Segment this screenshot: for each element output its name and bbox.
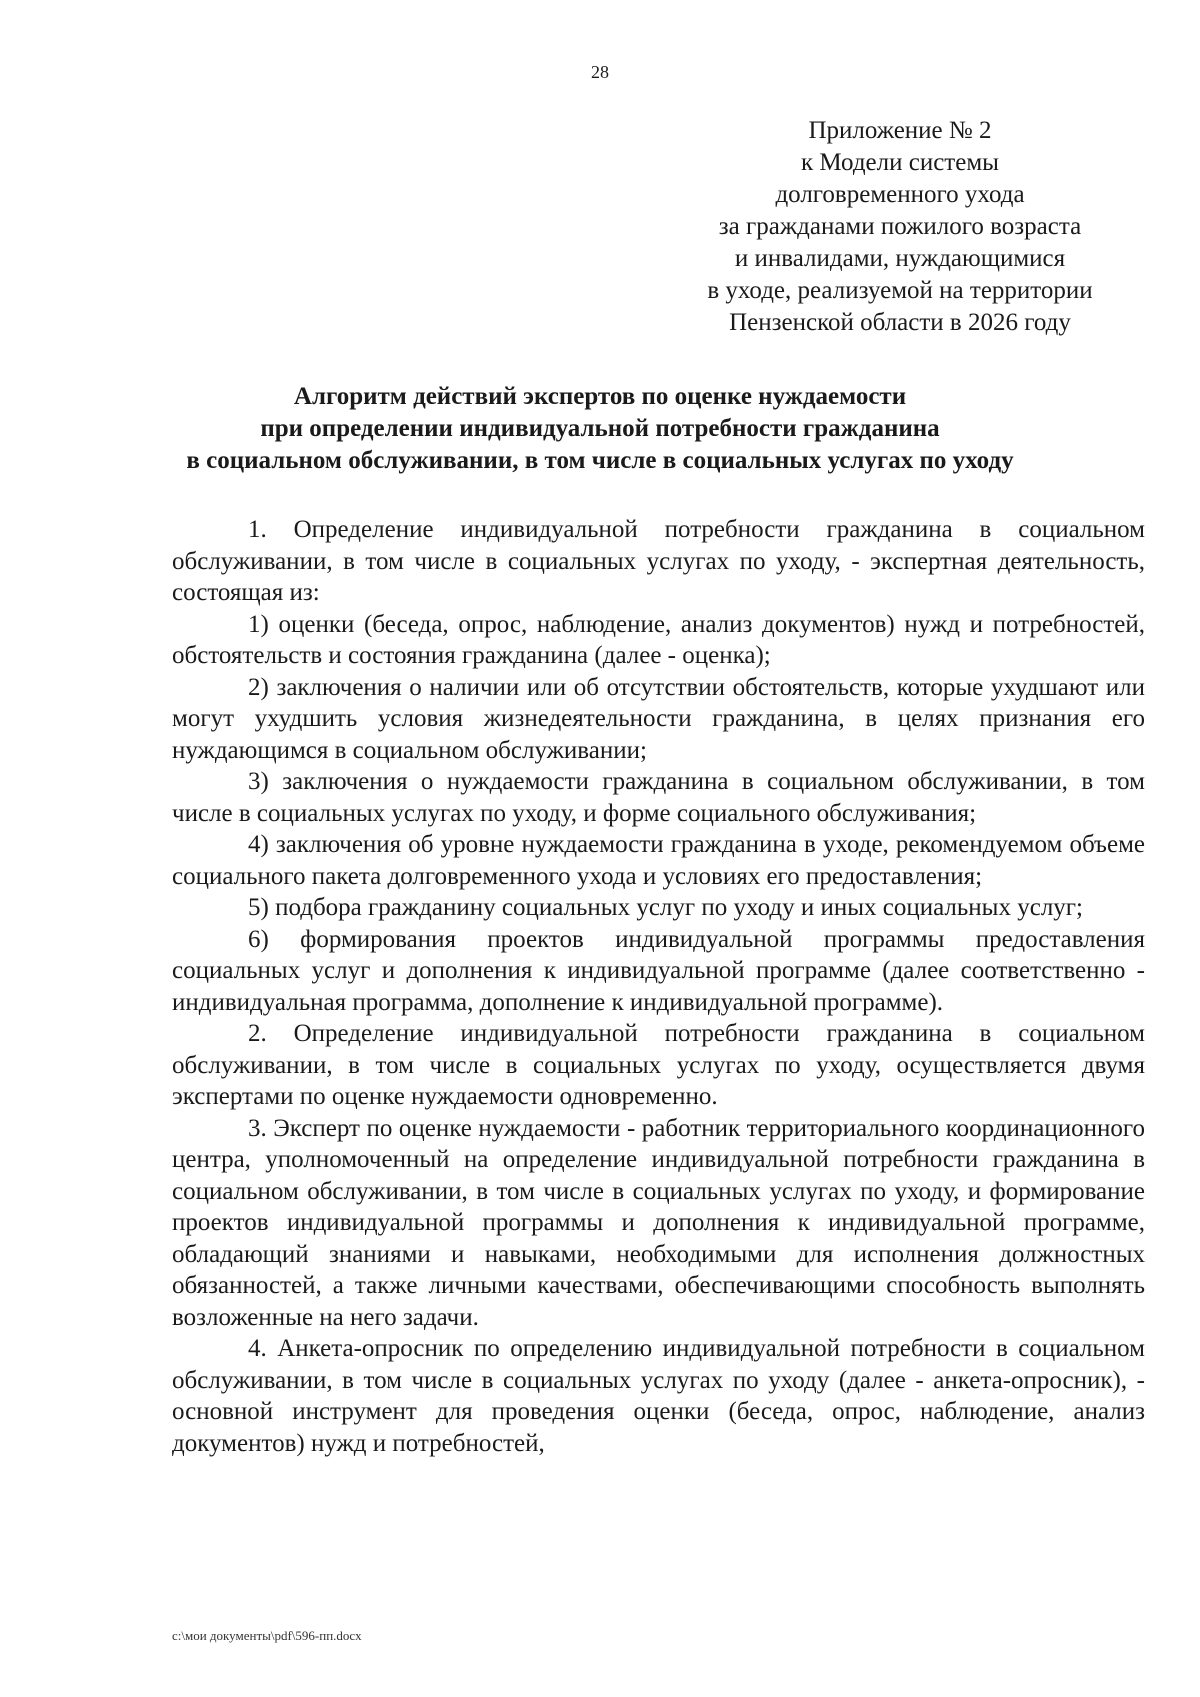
appendix-line: Приложение № 2 <box>808 117 992 144</box>
paragraph: 5) подбора гражданину социальных услуг по уходу и иных социальных услуг; <box>248 894 1083 921</box>
footer-file-path: c:\мои документы\pdf\596-пп.docx <box>172 1628 362 1643</box>
paragraph: 1. Определение индивидуальной потребности гражданина в социальном обслуживании, в том числе в социальных услугах по уходу, - экспертная деятельность, состоящая из: <box>172 516 1145 606</box>
title-line: Алгоритм действий экспертов по оценке нуждаемости <box>293 383 907 410</box>
paragraph: 1) оценки (беседа, опрос, наблюдение, анализ документов) нужд и потребностей, обстоятельств и состояния гражданина (далее - оценка); <box>172 610 1145 669</box>
appendix-line: Пензенской области в 2026 году <box>729 309 1071 336</box>
appendix-line: и инвалидами, нуждающимися <box>734 245 1066 272</box>
appendix-line: долговременного ухода <box>775 181 1025 208</box>
document-title <box>0 381 1200 477</box>
document-body <box>172 514 1145 1459</box>
appendix-line: за гражданами пожилого возраста <box>718 213 1082 240</box>
paragraph: 3. Эксперт по оценке нуждаемости - работник территориального координационного центра, уполномоченный на определение индивидуальной потребности гражданина в социальном обслуживании, в том числе в социальных услугах по уходу, и формирование проектов индивидуальной программы и дополнения к индивидуальной программе, обладающий знаниями и навыками, необходимыми для исполнения должностных обязанностей, а также личными качествами, обеспечивающими способность выполнять возложенные на него задачи. <box>172 1114 1145 1331</box>
paragraph: 4) заключения об уровне нуждаемости гражданина в уходе, рекомендуемом объеме социального пакета долговременного ухода и условиях его предоставления; <box>172 831 1145 890</box>
title-line: в социальном обслуживании, в том числе в социальных услугах по уходу <box>186 447 1014 474</box>
appendix-header <box>680 115 1120 339</box>
paragraph: 2) заключения о наличии или об отсутствии обстоятельств, которые ухудшают или могут ухудшить условия жизнедеятельности гражданина, в целях признания его нуждающимся в социальном обслуживании; <box>172 673 1145 764</box>
paragraph: 2. Определение индивидуальной потребности гражданина в социальном обслуживании, в том числе в социальных услугах по уходу, осуществляется двумя экспертами по оценке нуждаемости одновременно. <box>172 1020 1145 1110</box>
title-line: при определении индивидуальной потребности гражданина <box>260 415 940 442</box>
paragraph: 4. Анкета-опросник по определению индивидуальной потребности в социальном обслуживании, в том числе в социальных услугах по уходу (далее - анкета-опросник), - основной инструмент для проведения оценки (беседа, опрос, наблюдение, анализ документов) нужд и потребностей, <box>172 1335 1145 1457</box>
paragraph: 3) заключения о нуждаемости гражданина в социальном обслуживании, в том числе в социальных услугах по уходу, и форме социального обслуживания; <box>172 768 1145 827</box>
paragraph: 6) формирования проектов индивидуальной программы предоставления социальных услуг и дополнения к индивидуальной программе (далее соответственно - индивидуальная программа, дополнение к индивидуальной программе). <box>172 925 1145 1016</box>
appendix-line: в уходе, реализуемой на территории <box>707 277 1093 304</box>
appendix-line: к Модели системы <box>801 149 999 176</box>
page-number: 28 <box>591 62 609 82</box>
